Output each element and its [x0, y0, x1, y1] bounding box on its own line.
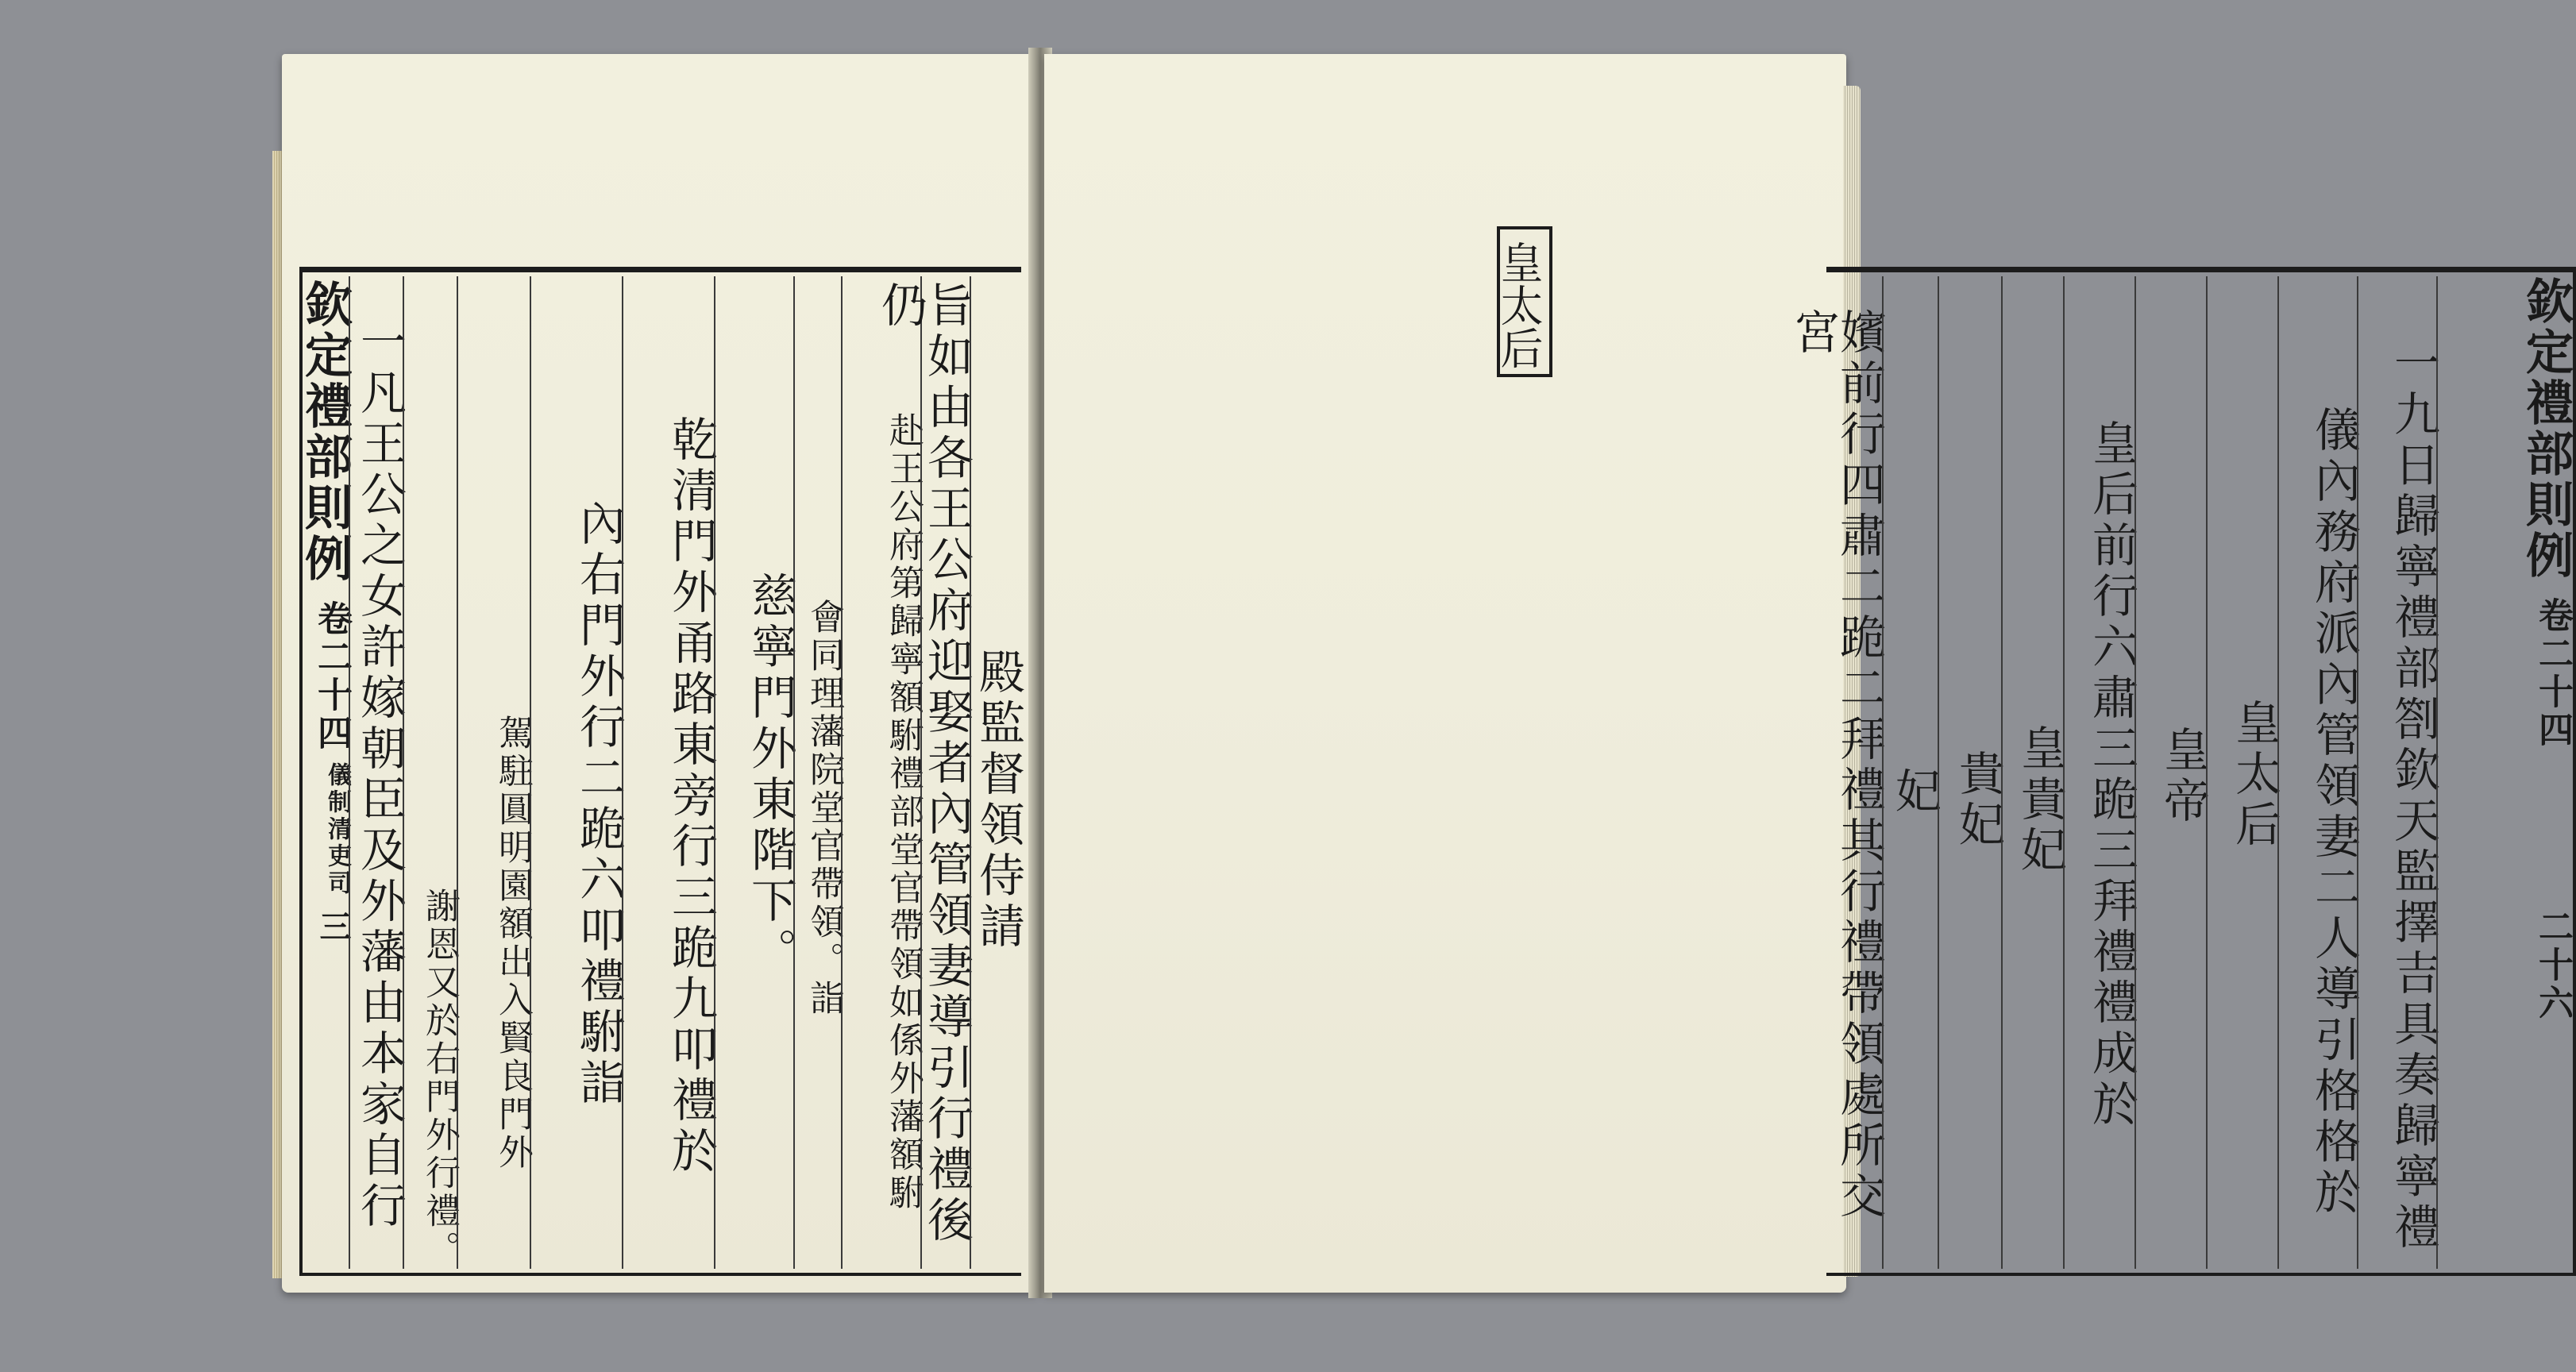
right-header-title: 欽定禮部則例 [2518, 276, 2574, 581]
left-header-section: 儀制清吏司 [323, 762, 351, 897]
left-column-10: 一凡王公之女許嫁朝臣及外藩由本家自行 [349, 276, 403, 1269]
right-page-header [2436, 276, 2574, 1269]
left-column-4: 會同理藩院堂官帶領。詣 [793, 276, 841, 1269]
left-page-frame [297, 267, 1025, 1276]
left-column-8: 駕駐圓明園額出入賢良門外 [457, 276, 530, 1269]
left-column-6: 乾清門外甬路東旁行三跪九叩禮於 [622, 276, 714, 1269]
right-column-4: 皇帝 [2134, 276, 2206, 1269]
right-column-7: 貴妃 [1938, 276, 2001, 1269]
left-column-2: 旨如由各王公府迎娶者內管領妻導引行禮後仍 [920, 276, 970, 1269]
left-header-page: 三 [314, 910, 352, 945]
left-column-9: 謝恩又於右門外行禮。 [403, 276, 457, 1269]
left-column-7: 內右門外行二跪六叩禮駙詣 [530, 276, 622, 1269]
left-page [282, 54, 1036, 1293]
raised-heading-tag: 皇太后 [1497, 226, 1552, 377]
right-column-3: 皇太后 [2206, 276, 2277, 1269]
right-column-2: 儀內務府派內管領妻二人導引格格於 [2277, 276, 2357, 1269]
left-page-header [297, 276, 353, 1269]
right-column-9: 嬪前行四肅二跪二拜禮其行禮帶領處所交宮 [1786, 308, 1886, 1223]
left-header-volume: 卷二十四 [311, 600, 352, 753]
right-page [1044, 54, 2574, 1293]
right-column-8: 妃 [1882, 276, 1938, 1269]
left-column-1: 殿監督領侍請 [970, 276, 1021, 1269]
right-header-page: 二十六 [2532, 908, 2573, 1023]
right-header-volume: 卷二十四 [2532, 597, 2573, 750]
right-column-6: 皇貴妃 [2001, 276, 2063, 1269]
right-page-frame [1786, 267, 2576, 1276]
left-column-5: 慈寧門外東階下。 [714, 276, 793, 1269]
left-column-3: 赴王公府第歸寧額駙禮部堂官帶領如係外藩額駙 [841, 276, 920, 1269]
right-column-5: 皇后前行六肅三跪三拜禮禮成於 [2063, 276, 2134, 1269]
left-header-title: 欽定禮部則例 [297, 279, 353, 584]
open-book [282, 48, 2574, 1298]
right-column-1: 一九日歸寧禮部劄欽天監擇吉具奏歸寧禮 [2357, 276, 2436, 1269]
